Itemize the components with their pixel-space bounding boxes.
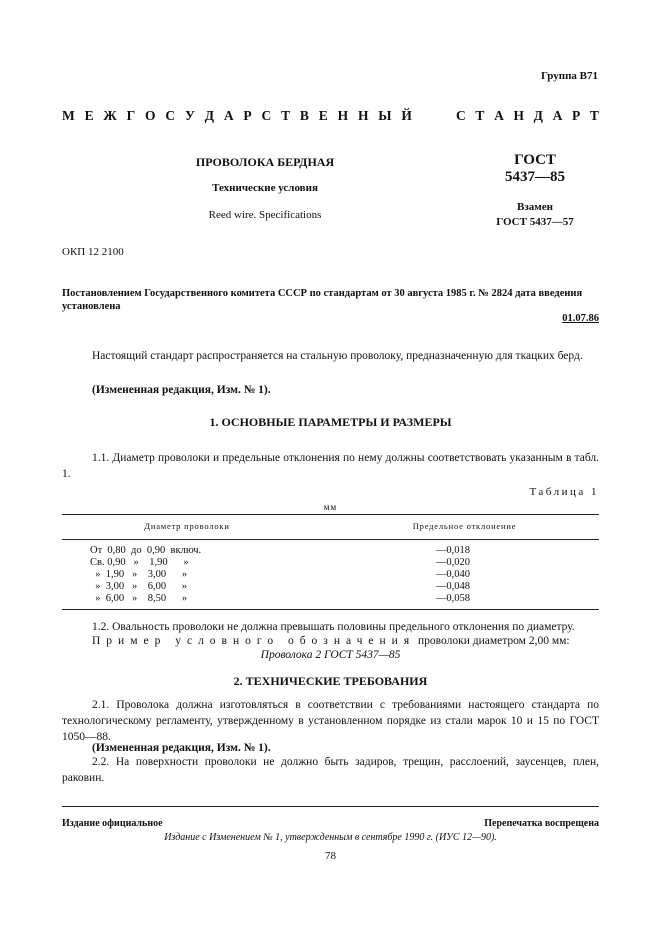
table-unit: мм — [323, 502, 338, 512]
replaces-block — [470, 200, 600, 230]
banner-letter: А — [494, 108, 504, 123]
official-edition-label: Издание официальное — [62, 818, 163, 829]
banner-word-standard — [456, 108, 599, 124]
banner-letter: В — [299, 108, 309, 123]
table-header-diameter: Диаметр проволоки — [144, 521, 230, 531]
banner-letter: Т — [281, 108, 291, 123]
banner-letter: Т — [589, 108, 599, 123]
clause-2-1: 2.1. Проволока должна изготовляться в соответствии с требованиями настоящего стандарта по технологическому регламенту, утвержденному в установленном порядке из стали марок 10 и 15 по ГОСТ 1050—88. — [62, 699, 599, 743]
banner-letter: А — [552, 108, 563, 123]
banner-letter: Ж — [103, 108, 117, 123]
document-subtitle: Технические условия — [212, 182, 318, 194]
banner-letter: Г — [126, 108, 136, 123]
section-1-heading: 1. ОСНОВНЫЕ ПАРАМЕТРЫ И РАЗМЕРЫ — [209, 415, 452, 429]
footer-rule — [62, 806, 599, 807]
example-spaced-label: Пример условного обозначения — [92, 635, 416, 647]
clause-1-2: 1.2. Овальность проволоки не должна превышать половины предельного отклонения по диаметру. — [92, 621, 575, 633]
group-code: Группа В71 — [540, 70, 598, 82]
intro-amendment: (Измененная редакция, Изм. № 1). — [92, 384, 271, 396]
table-row-diameter: » 1,90 » 3,00 » — [90, 569, 188, 580]
replace-label: Взамен — [517, 201, 553, 213]
edition-note: Издание с Изменением № 1, утвержденным в сентябре 1990 г. (ИУС 12—90). — [164, 832, 497, 843]
banner-letter: Т — [475, 108, 485, 123]
gost-designation — [470, 152, 600, 186]
banner-letter: Д — [204, 108, 214, 123]
gost-number: 5437—85 — [505, 169, 565, 185]
table-row-deviation: —0,040 — [435, 569, 470, 580]
clause-2-2: 2.2. На поверхности проволоки не должно быть задиров, трещин, расслоений, заусенцев, плен, раковин. — [62, 756, 599, 784]
banner-letter: Й — [401, 108, 412, 123]
table-row-deviation: —0,020 — [435, 557, 470, 568]
table-row-deviation: —0,018 — [435, 545, 470, 556]
banner-letter: Р — [243, 108, 252, 123]
table-row-diameter: Св. 0,90 » 1,90 » — [90, 557, 189, 568]
page-number: 78 — [325, 850, 336, 862]
table-header-rule — [62, 539, 599, 540]
clause-2-1-amendment: (Измененная редакция, Изм. № 1). — [92, 742, 271, 754]
banner-letter: Н — [357, 108, 369, 123]
reprint-prohibited-label: Перепечатка воспрещена — [484, 818, 599, 829]
banner-letter: У — [184, 108, 195, 123]
table-row-deviation: —0,058 — [435, 593, 470, 604]
okp-code: ОКП 12 2100 — [62, 246, 124, 258]
banner-letter: Ы — [378, 108, 392, 123]
decree-text: Постановлением Государственного комитета СССР по стандартам от 30 августа 1985 г. № 2824 дата введения установлена — [62, 288, 583, 312]
table-header-deviation: Предельное отклонение — [412, 521, 517, 531]
table-row-diameter: » 6,00 » 8,50 » — [90, 593, 188, 604]
banner-letter: О — [145, 108, 156, 123]
document-title: ПРОВОЛОКА БЕРДНАЯ — [195, 155, 335, 169]
banner-letter: С — [165, 108, 176, 123]
banner-letter: Р — [572, 108, 581, 123]
table-top-rule — [62, 514, 599, 515]
banner-letter: Н — [337, 108, 349, 123]
english-title: Reed wire. Specifications — [208, 209, 322, 221]
gost-label: ГОСТ — [514, 152, 556, 168]
replace-gost: ГОСТ 5437—57 — [496, 216, 574, 228]
example-tail: проволоки диаметром 2,00 мм: — [418, 635, 570, 647]
section-2-heading: 2. ТЕХНИЧЕСКИЕ ТРЕБОВАНИЯ — [233, 674, 428, 688]
table-row-diameter: От 0,80 до 0,90 включ. — [90, 545, 202, 556]
banner-letter: С — [261, 108, 272, 123]
interstate-standard-banner — [62, 108, 599, 124]
banner-letter: Е — [318, 108, 328, 123]
banner-letter: М — [62, 108, 75, 123]
banner-letter: С — [456, 108, 466, 123]
banner-word-interstate — [62, 108, 412, 124]
banner-letter: Е — [84, 108, 94, 123]
table-row-deviation: —0,048 — [435, 581, 470, 592]
clause-1-1: 1.1. Диаметр проволоки и предельные отклонения по нему должны соответствовать указанным в табл. 1. — [62, 452, 599, 480]
banner-letter: Н — [513, 108, 524, 123]
banner-letter: А — [223, 108, 234, 123]
designation-example-value: Проволока 2 ГОСТ 5437—85 — [260, 649, 401, 661]
table-row-diameter: » 3,00 » 6,00 » — [90, 581, 188, 592]
table-title: Таблица 1 — [529, 486, 599, 498]
effective-date: 01.07.86 — [562, 313, 599, 324]
banner-letter: Д — [533, 108, 543, 123]
table-bottom-rule — [62, 609, 599, 610]
intro-paragraph: Настоящий стандарт распространяется на стальную проволоку, предназначенную для ткацких берд. — [92, 350, 583, 362]
